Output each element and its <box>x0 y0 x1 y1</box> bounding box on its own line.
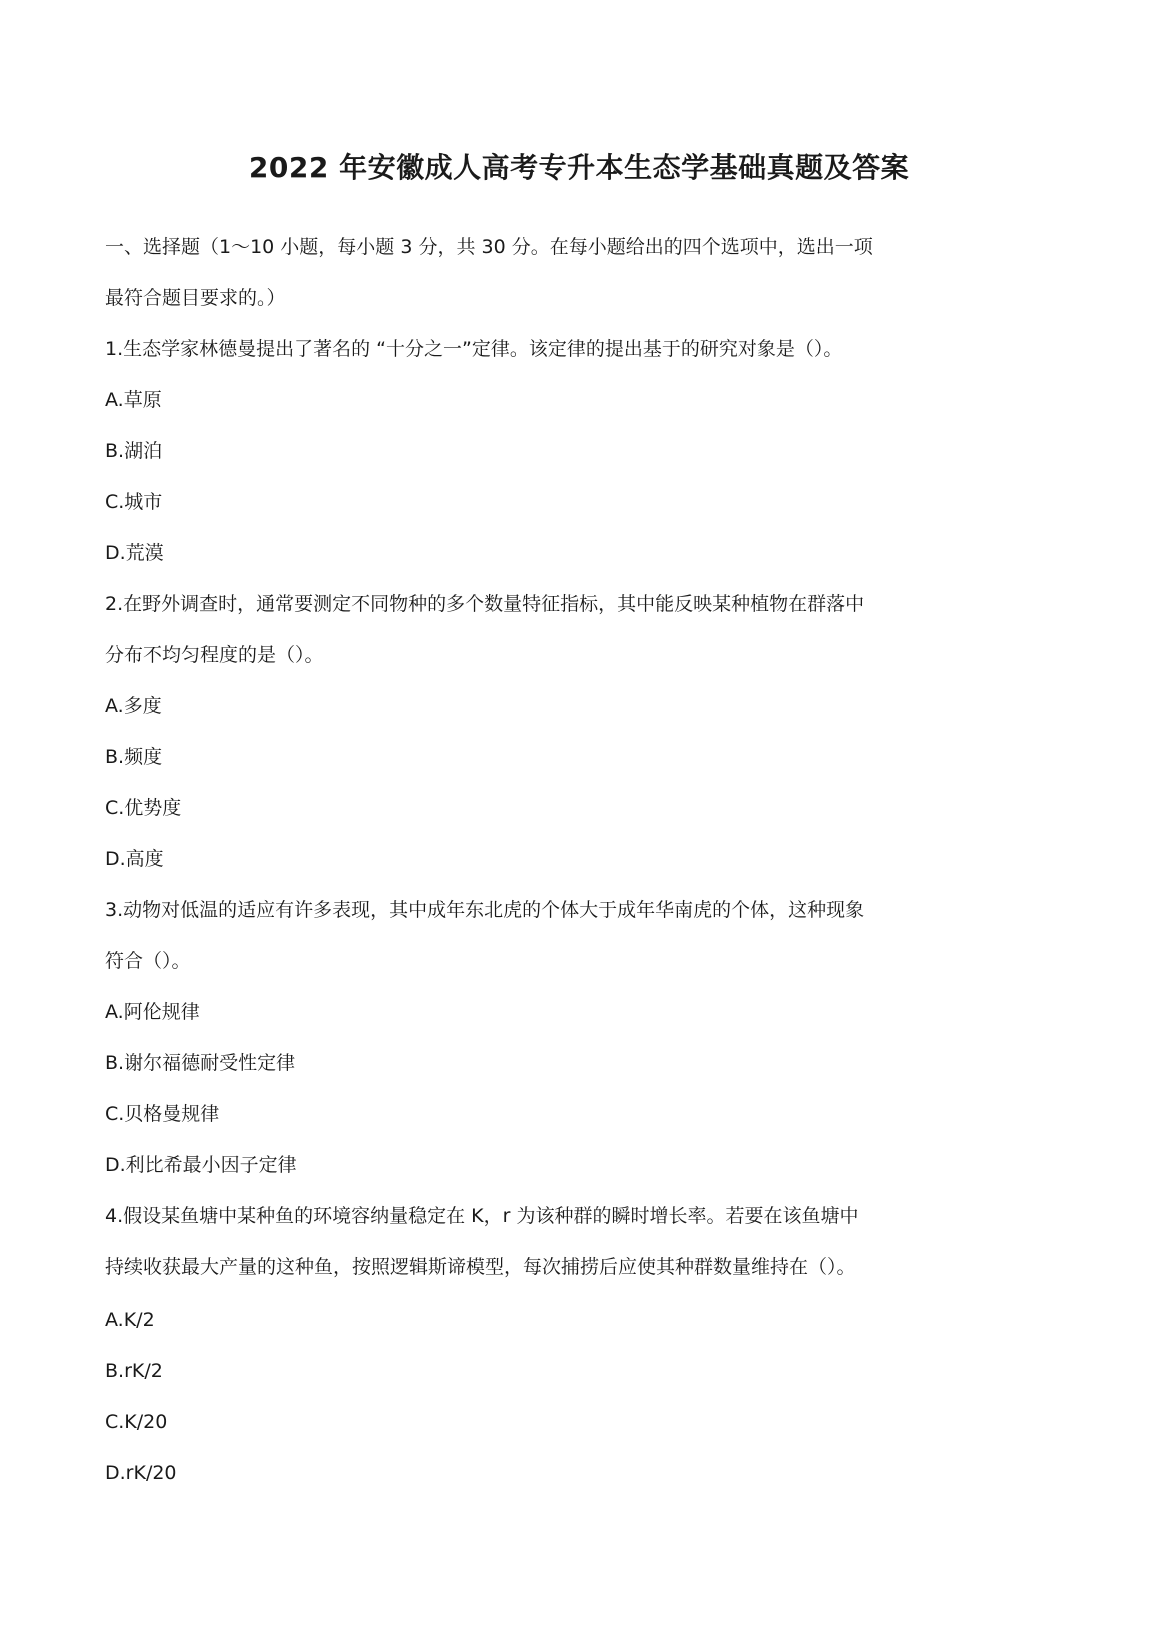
section-heading-line-2: 最符合题目要求的。） <box>105 287 286 309</box>
question-3-option-d: D.利比希最小因子定律 <box>105 1154 297 1176</box>
question-4 <box>105 1191 925 1499</box>
question-1-option-a: A.草原 <box>105 389 162 411</box>
question-4-stem-line-2: 持续收获最大产量的这种鱼，按照逻辑斯谛模型，每次捕捞后应使其种群数量维持在（）。 <box>105 1256 856 1278</box>
question-1-option-d: D.荒漠 <box>105 542 164 564</box>
question-2-option-d: D.高度 <box>105 848 164 870</box>
question-4-option-a: A.K/2 <box>105 1309 155 1331</box>
question-3-stem-line-2: 符合（）。 <box>105 950 191 972</box>
question-3-option-a: A.阿伦规律 <box>105 1001 200 1023</box>
question-4-option-b: B.rK/2 <box>105 1360 163 1382</box>
question-2-option-a: A.多度 <box>105 695 162 717</box>
question-3-stem-line-1: 3.动物对低温的适应有许多表现，其中成年东北虎的个体大于成年华南虎的个体，这种现象 <box>105 899 865 921</box>
question-2-stem-line-1: 2.在野外调查时，通常要测定不同物种的多个数量特征指标，其中能反映某种植物在群落中 <box>105 593 865 615</box>
question-4-option-d: D.rK/20 <box>105 1462 177 1484</box>
section-heading-line-1: 一、选择题（1〜10 小题，每小题 3 分，共 30 分。在每小题给出的四个选项中，选出一项 <box>105 236 873 258</box>
question-4-option-c: C.K/20 <box>105 1411 168 1433</box>
question-3-option-b: B.谢尔福德耐受性定律 <box>105 1052 296 1074</box>
question-1-option-c: C.城市 <box>105 491 163 513</box>
question-2-option-c: C.优势度 <box>105 797 182 819</box>
question-2-option-b: B.频度 <box>105 746 163 768</box>
document-body <box>105 222 925 1499</box>
question-2-stem-line-2: 分布不均匀程度的是（）。 <box>105 644 324 666</box>
question-4-stem-line-1: 4.假设某鱼塘中某种鱼的环境容纳量稳定在 K，r 为该种群的瞬时增长率。若要在该鱼塘中 <box>105 1205 859 1227</box>
question-2 <box>105 579 925 885</box>
document-title: 2022 年安徽成人高考专升本生态学基础真题及答案 <box>248 151 910 184</box>
question-3 <box>105 885 925 1191</box>
question-1-option-b: B.湖泊 <box>105 440 163 462</box>
question-1 <box>105 324 925 579</box>
question-1-stem: 1.生态学家林德曼提出了著名的 “十分之一”定律。该定律的提出基于的研究对象是（）。 <box>105 338 843 360</box>
question-3-option-c: C.贝格曼规律 <box>105 1103 220 1125</box>
